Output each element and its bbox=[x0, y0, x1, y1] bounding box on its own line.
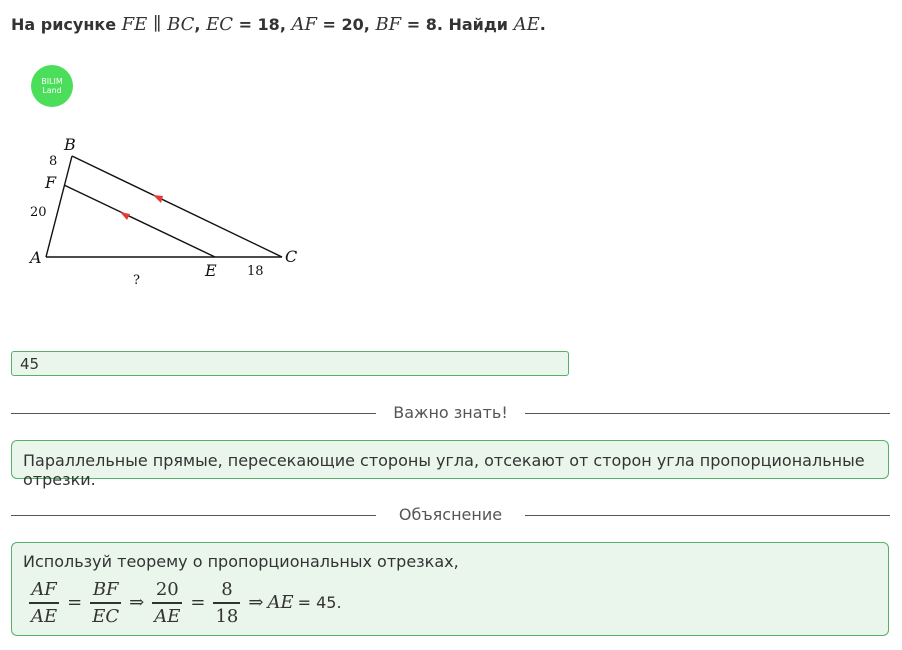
question-text: На рисунке FE ∥ BC, EC = 18, AF = 20, BF = 8. Найди AE. bbox=[11, 14, 546, 35]
bilimland-logo: BILIM Land bbox=[31, 65, 73, 107]
important-title: Важно знать! bbox=[393, 403, 508, 422]
explanation-divider bbox=[11, 505, 890, 525]
fraction-af-ae: $\frac{AF}{AE}$ bbox=[31, 579, 58, 627]
result-variable: AE bbox=[267, 592, 294, 614]
explanation-intro: Используй теорему о пропорциональных отрезках, bbox=[23, 552, 459, 571]
label-e: E bbox=[205, 261, 217, 280]
important-divider bbox=[11, 403, 890, 423]
side-bc bbox=[72, 156, 282, 257]
length-af: 20 bbox=[30, 205, 47, 220]
label-b: B bbox=[64, 135, 76, 154]
segment-fe bbox=[64, 185, 215, 257]
label-f: F bbox=[45, 173, 57, 192]
explanation-formula: $\frac{AF}{AE}$ = $\frac{BF}{EC}$ ⇒ $\frac{20}{AE}$ = $\frac{8}{18}$ ⇒ AE = 45. bbox=[31, 579, 342, 627]
answer-field[interactable]: 45 bbox=[11, 351, 569, 376]
side-ab bbox=[46, 156, 72, 257]
arrow-bc bbox=[153, 195, 163, 203]
fraction-bf-ec: $\frac{BF}{EC}$ bbox=[92, 579, 120, 627]
length-ec: 18 bbox=[247, 264, 264, 279]
length-ae: ? bbox=[133, 273, 140, 288]
length-bf: 8 bbox=[49, 154, 58, 169]
triangle-figure bbox=[20, 130, 320, 300]
important-text: Параллельные прямые, пересекающие стороны угла, отсекают от сторон угла пропорциональные отрезки. bbox=[23, 451, 865, 489]
explanation-box bbox=[11, 542, 889, 636]
fraction-20-ae: $\frac{20}{AE}$ bbox=[154, 579, 181, 627]
result-value: = 45. bbox=[297, 593, 342, 613]
important-box bbox=[11, 440, 889, 489]
fraction-8-18: $\frac{8}{18}$ bbox=[215, 579, 239, 627]
label-a: A bbox=[30, 248, 42, 267]
label-c: C bbox=[285, 247, 298, 266]
explanation-title: Объяснение bbox=[398, 505, 503, 524]
arrow-fe bbox=[120, 212, 130, 220]
